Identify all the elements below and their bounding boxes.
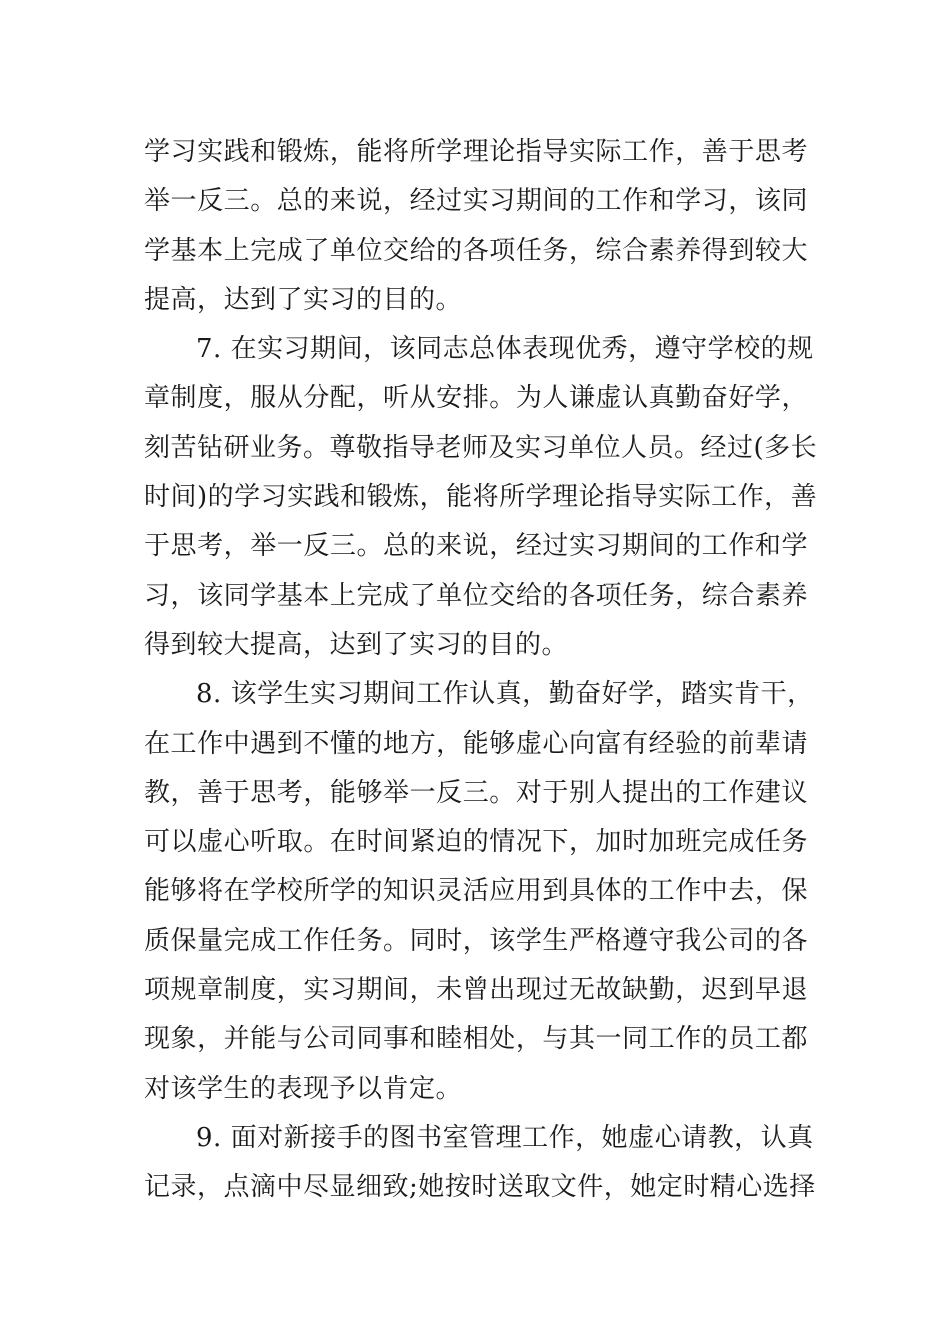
text-line: 对该学生的表现予以肯定。 bbox=[144, 1073, 463, 1104]
text-line: 学基本上完成了单位交给的各项任务，综合素养得到较大 bbox=[144, 235, 808, 266]
text-line: 刻苦钻研业务。尊敬指导老师及实习单位人员。经过(多长 bbox=[144, 432, 818, 463]
text-line: 时间)的学习实践和锻炼，能将所学理论指导实际工作，善 bbox=[144, 482, 818, 513]
paragraph-9 bbox=[144, 1114, 816, 1213]
text-line: 习，该同学基本上完成了单位交给的各项任务，综合素养 bbox=[144, 580, 808, 611]
text-line: 学习实践和锻炼，能将所学理论指导实际工作，善于思考 bbox=[144, 137, 808, 167]
text-line: 8. 该学生实习期间工作认真，勤奋好学，踏实肯干， bbox=[196, 679, 814, 710]
text-line: 现象，并能与公司同事和睦相处，与其一同工作的员工都 bbox=[144, 1024, 808, 1055]
text-line: 在工作中遇到不懂的地方，能够虚心向富有经验的前辈请 bbox=[144, 728, 808, 759]
document-body bbox=[144, 128, 818, 1213]
text-line: 9. 面对新接手的图书室管理工作，她虚心请教，认真 bbox=[196, 1122, 814, 1153]
paragraph-8 bbox=[144, 670, 814, 1114]
text-line: 7. 在实习期间，该同志总体表现优秀，遵守学校的规 bbox=[196, 334, 814, 365]
text-line: 项规章制度，实习期间，未曾出现过无故缺勤，迟到早退 bbox=[144, 975, 808, 1006]
text-line: 教，善于思考，能够举一反三。对于别人提出的工作建议 bbox=[144, 777, 808, 808]
text-line: 可以虚心听取。在时间紧迫的情况下，加时加班完成任务 bbox=[144, 827, 808, 858]
text-line: 举一反三。总的来说，经过实习期间的工作和学习，该同 bbox=[144, 186, 808, 217]
text-line: 章制度，服从分配，听从安排。为人谦虚认真勤奋好学， bbox=[144, 383, 808, 414]
text-line: 提高，达到了实习的目的。 bbox=[144, 284, 463, 315]
text-line: 得到较大提高，达到了实习的目的。 bbox=[144, 629, 569, 660]
paragraph-7 bbox=[144, 325, 818, 670]
paragraph-6-continuation bbox=[144, 128, 808, 325]
text-line: 质保量完成工作任务。同时，该学生严格遵守我公司的各 bbox=[144, 925, 808, 956]
text-line: 能够将在学校所学的知识灵活应用到具体的工作中去，保 bbox=[144, 876, 808, 907]
text-line: 记录，点滴中尽显细致;她按时送取文件，她定时精心选择 bbox=[144, 1172, 816, 1203]
text-line: 于思考，举一反三。总的来说，经过实习期间的工作和学 bbox=[144, 531, 808, 562]
